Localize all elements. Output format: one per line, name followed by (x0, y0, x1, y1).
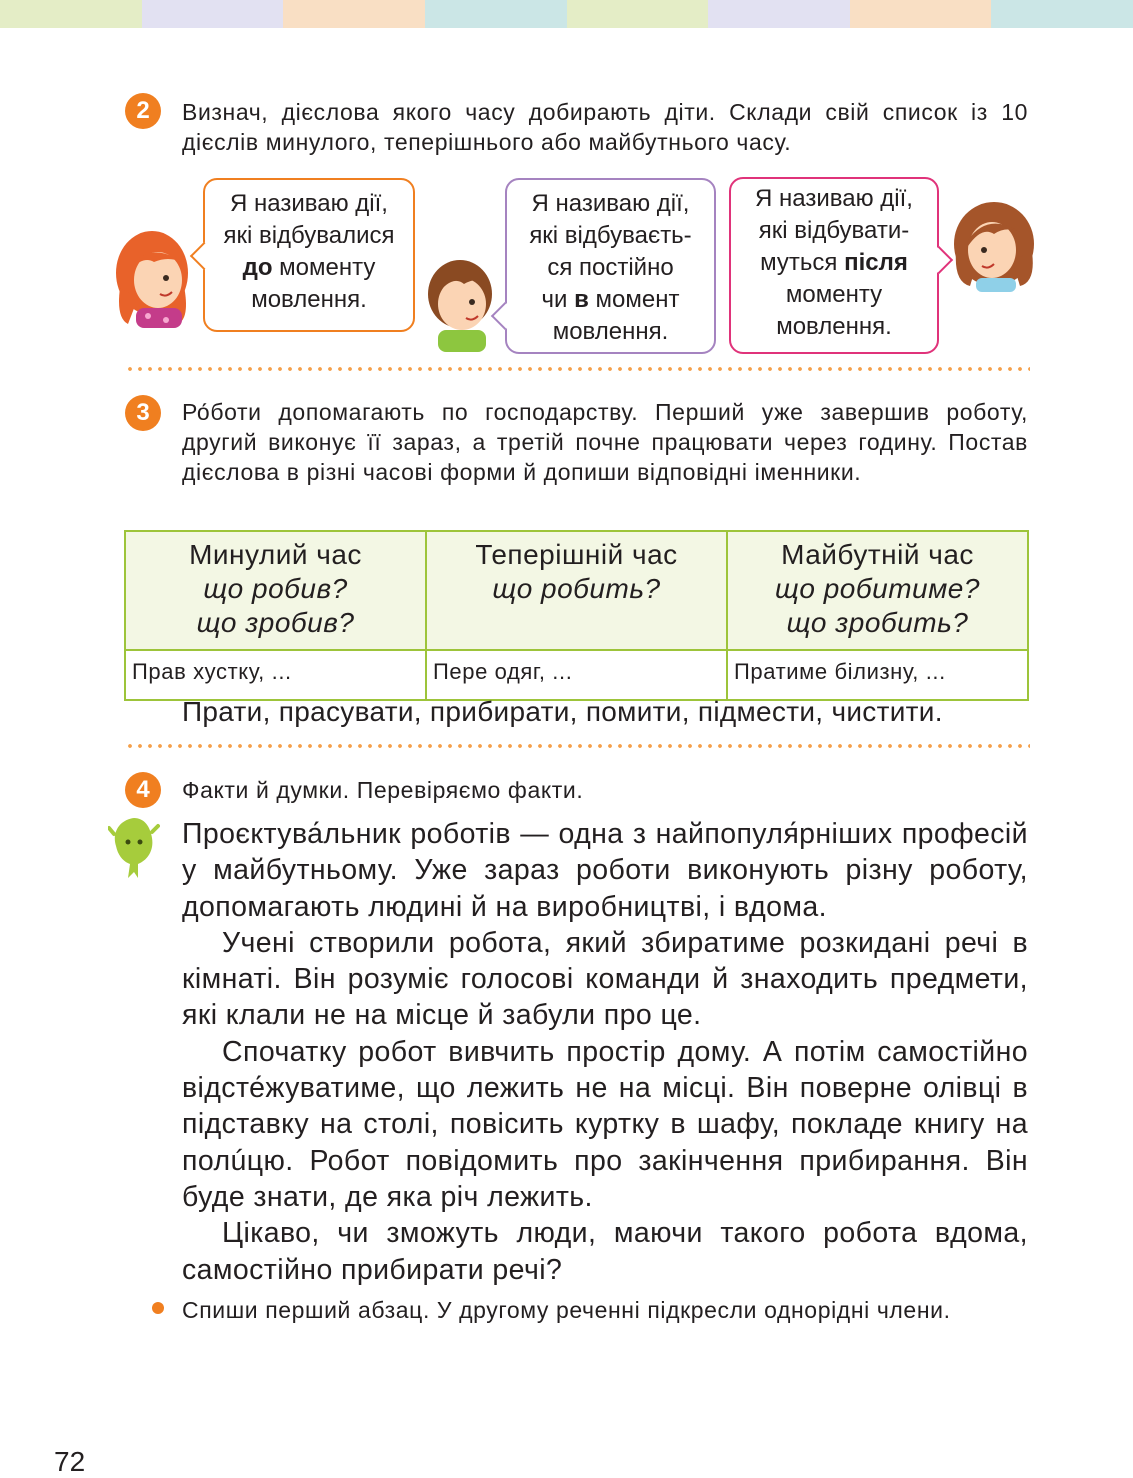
bubble-line: Я називаю дії, (230, 190, 388, 217)
reading-text (182, 816, 1028, 1288)
bubble-text: чи (541, 286, 575, 313)
tenses-table (124, 530, 1029, 701)
tense-question: що робитиме? (775, 573, 980, 604)
page-number: 72 (54, 1446, 86, 1477)
word-list: Прати, прасувати, прибирати, помити, підмести, чистити. (182, 696, 943, 727)
text-paragraph: Цікаво, чи зможуть люди, маючи такого робота вдома, самостійно прибирати речі? (182, 1217, 1028, 1286)
task-4-title: Факти й думки. Перевіряємо факти. (182, 777, 584, 803)
task-number-badge: 4 (125, 772, 161, 808)
boy-illustration (422, 254, 497, 352)
table-row (125, 650, 1028, 700)
bubble-text: муться (760, 249, 845, 276)
table-cell: Прав хустку, ... (125, 650, 426, 700)
header-stripe (850, 0, 992, 28)
bubble-line: Я називаю дії, (755, 185, 913, 212)
header-stripe (0, 0, 142, 28)
header-stripe (142, 0, 284, 28)
tense-title: Майбутній час (781, 539, 974, 570)
bubble-line: мовлення. (776, 313, 892, 340)
speech-bubble-future (729, 177, 939, 354)
text-paragraph: Учені створили робота, який збиратиме розкидані речі в кімнаті. Він розуміє голосові команди й знаходить предмети, які клали не на місце й забули про це. (182, 926, 1028, 1032)
task-2-text: Визнач, дієслова якого часу добирають діти. Склади свій список із 10 дієслів минулого, теперішнього або майбутнього часу. (182, 99, 1028, 155)
tense-title: Минулий час (189, 539, 362, 570)
table-header-cell (426, 531, 727, 650)
bubble-text: момент (588, 286, 680, 313)
girl-illustration (108, 228, 193, 328)
table-cell: Пере одяг, ... (426, 650, 727, 700)
task-number-badge: 3 (125, 395, 161, 431)
table-header-row (125, 531, 1028, 650)
bubble-line: Я називаю дії, (531, 190, 690, 217)
bubble-line (731, 247, 937, 279)
tense-question: що робить? (492, 573, 661, 604)
bubble-bold-word: після (844, 249, 908, 276)
bullet-task-text: Спиши перший абзац. У другому реченні підкресли однорідні члени. (182, 1297, 951, 1323)
bubble-line: мовлення. (251, 286, 367, 313)
bubble-line: ся постійно (547, 254, 674, 281)
girl-illustration (948, 200, 1040, 292)
bullet-icon (152, 1302, 164, 1314)
bubble-line: які відбувати- (758, 217, 910, 244)
task-3-text: Ро́боти допомагають по господарству. Перший уже завершив роботу, другий виконує її зараз, а третій почне працювати через годину. Постав дієслова в різні часові форми й допиши відповідні іменники. (182, 399, 1028, 485)
speech-bubble-present (505, 178, 716, 354)
task-number-badge: 2 (125, 93, 161, 129)
text-paragraph: Проєктува́льник роботів — одна з найпопуля́рніших професій у майбутньому. Уже зараз роботи виконують різну роботу, допомагають людині й на виробництві, і вдома. (182, 818, 1028, 923)
header-stripe (991, 0, 1133, 28)
table-header-cell (125, 531, 426, 650)
bubble-text: моменту (272, 254, 376, 281)
tense-question: що зробив? (196, 607, 355, 638)
header-stripe (567, 0, 709, 28)
table-header-cell (727, 531, 1028, 650)
bubble-line: мовлення. (552, 318, 669, 345)
header-stripe (425, 0, 567, 28)
dotted-separator (125, 744, 1030, 748)
tense-question: що робив? (203, 573, 348, 604)
header-color-strip (0, 0, 1133, 28)
bubble-bold-word: в (574, 286, 589, 313)
mascot-icon (108, 816, 160, 880)
bubble-line (507, 284, 714, 316)
speech-bubble-past (203, 178, 415, 332)
bubble-bold-word: до (242, 254, 273, 281)
header-stripe (708, 0, 850, 28)
table-cell: Пратиме білизну, ... (727, 650, 1028, 700)
bubble-line (205, 252, 413, 284)
dotted-separator (125, 367, 1030, 371)
tense-title: Теперішній час (475, 539, 678, 570)
tense-question: що зробить? (786, 607, 969, 638)
bubble-line: моменту (785, 281, 883, 308)
bubble-line: які відбувалися (223, 222, 395, 249)
header-stripe (283, 0, 425, 28)
bubble-line: які відбуваєть- (529, 222, 692, 249)
text-paragraph: Спочатку робот вивчить простір дому. А потім самостійно відсте́жуватиме, що лежить не на місці. Він поверне олівці в підставку на столі, повісить куртку в шафу, покладе книгу на полúцю. Робот повідомить про закінчення прибирання. Він буде знати, де яка річ лежить. (182, 1035, 1028, 1213)
